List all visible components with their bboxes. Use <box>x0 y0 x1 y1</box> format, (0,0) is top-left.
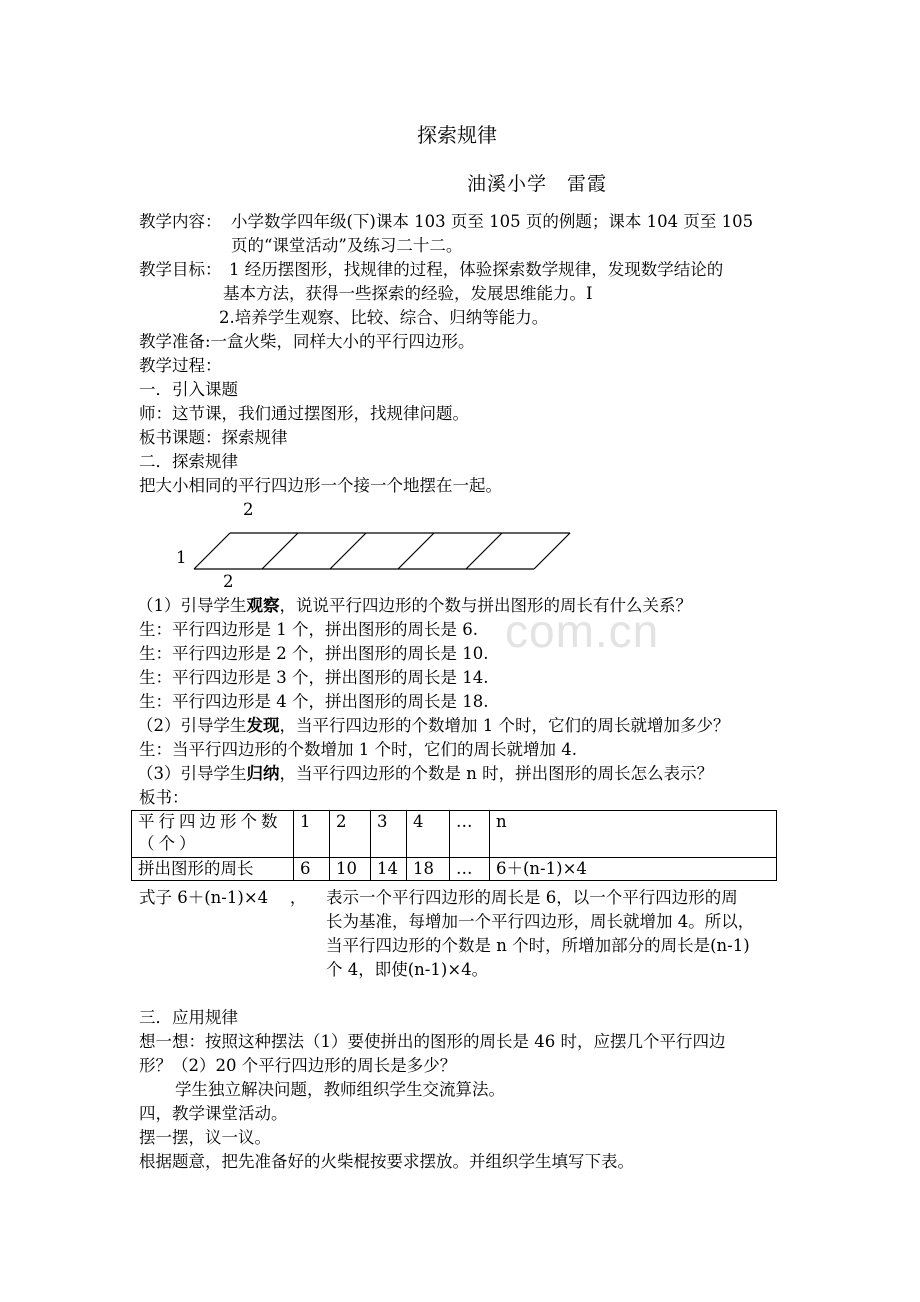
formula-label: 式子 6＋(n-1)×4 ， <box>139 888 307 907</box>
formula-explanation-line: 个 4，即使(n-1)×4。 <box>326 960 489 979</box>
parallelogram-outline <box>194 533 570 569</box>
teaching-goal-line-2: 基本方法，获得一些探索的经验，发展思维能力。I <box>223 284 593 303</box>
teaching-prep: 教学准备:一盒火柴，同样大小的平行四边形。 <box>139 332 475 351</box>
formula-explanation-line: 表示一个平行四边形的周长是 6，以一个平行四边形的周 <box>326 888 738 907</box>
section-4-line: 摆一摆，议一议。 <box>139 1128 271 1147</box>
table-cell: 14 <box>371 858 407 881</box>
question-2 <box>137 715 730 737</box>
teaching-goal-line-3: 2.培养学生观察、比较、综合、归纳等能力。 <box>219 308 549 327</box>
question-3-pre: （3）引导学生 <box>137 764 247 783</box>
formula-explanation-line: 长为基准，每增加一个平行四边形，周长就增加 4。所以， <box>326 912 755 931</box>
watermark: com.cn <box>505 605 660 657</box>
table-row <box>132 811 777 858</box>
section-1-line: 板书课题：探索规律 <box>139 428 288 447</box>
table-cell: 1 <box>294 811 330 858</box>
teaching-content-label: 教学内容： <box>139 212 222 231</box>
teaching-content-line-1: 小学数学四年级(下)课本 103 页至 105 页的例题；课本 104 页至 105 <box>231 212 754 231</box>
question-2-keyword: 发现 <box>246 716 280 735</box>
table-header-cell <box>132 811 294 858</box>
table-cell: 6 <box>294 858 330 881</box>
student-answer: 生：平行四边形是 3 个，拼出图形的周长是 14. <box>139 668 489 687</box>
section-3-line: 想一想：按照这种摆法（1）要使拼出的图形的周长是 46 时，应摆几个平行四边 <box>139 1032 726 1051</box>
table-cell: n <box>490 811 777 858</box>
question-1-post: ，说说平行四边形的个数与拼出图形的周长有什么关系？ <box>279 596 692 615</box>
author-line: 油溪小学 雷霞 <box>467 173 608 195</box>
student-answer: 生：平行四边形是 1 个，拼出图形的周长是 6. <box>139 620 478 639</box>
formula-explanation-line: 当平行四边形的个数是 n 个时，所增加部分的周长是(n-1) <box>326 936 750 955</box>
question-3-keyword: 归纳 <box>246 764 280 783</box>
section-4-line: 根据题意，把先准备好的火柴棍按要求摆放。并组织学生填写下表。 <box>139 1152 634 1171</box>
section-3-line: 学生独立解决问题，教师组织学生交流算法。 <box>175 1080 505 1099</box>
figure-divider <box>534 533 570 569</box>
question-2-post: ，当平行四边形的个数增加 1 个时，它们的周长就增加多少？ <box>279 716 730 735</box>
figure-divider <box>330 533 366 569</box>
table-header-line-2: （个） <box>138 834 200 853</box>
section-3-heading: 三．应用规律 <box>139 1008 238 1027</box>
section-1-line: 师：这节课，我们通过摆图形，找规律问题。 <box>139 404 469 423</box>
page-title: 探索规律 <box>417 123 497 147</box>
section-1-heading: 一．引入课题 <box>139 380 238 399</box>
figure-top-label: 2 <box>243 500 254 519</box>
section-2-intro: 把大小相同的平行四边形一个接一个地摆在一起。 <box>139 476 502 495</box>
question-1 <box>137 595 692 617</box>
section-3-line: 形？（2）20 个平行四边形的周长是多少？ <box>139 1056 457 1075</box>
question-2-pre: （2）引导学生 <box>137 716 247 735</box>
perimeter-table <box>131 810 777 881</box>
question-1-pre: （1）引导学生 <box>137 596 247 615</box>
student-answer: 生：平行四边形是 4 个，拼出图形的周长是 18. <box>139 692 489 711</box>
question-3 <box>137 763 713 785</box>
teaching-content-line-2: 页的“课堂活动”及练习二十二。 <box>231 236 463 255</box>
figure-divider <box>398 533 434 569</box>
section-2-heading: 二．探索规律 <box>139 452 238 471</box>
figure-divider <box>262 533 298 569</box>
section-4-heading: 四，教学课堂活动。 <box>139 1104 288 1123</box>
table-cell: 10 <box>330 858 371 881</box>
figure-left-label: 1 <box>176 548 187 567</box>
table-row-label: 拼出图形的周长 <box>132 858 294 881</box>
parallelogram-figure <box>0 0 920 620</box>
board-label: 板书： <box>139 788 189 807</box>
table-cell: 2 <box>330 811 371 858</box>
teaching-goal-line-1: 1 经历摆图形，找规律的过程，体验探索数学规律，发现数学结论的 <box>229 260 724 279</box>
table-cell: 4 <box>407 811 450 858</box>
student-answer: 生：平行四边形是 2 个，拼出图形的周长是 10. <box>139 644 489 663</box>
question-3-post: ，当平行四边形的个数是 n 时，拼出图形的周长怎么表示？ <box>279 764 714 783</box>
table-cell: … <box>450 811 490 858</box>
teaching-process-label: 教学过程： <box>139 356 222 375</box>
table-cell: … <box>450 858 490 881</box>
teaching-goal-label: 教学目标： <box>139 260 222 279</box>
table-cell: 3 <box>371 811 407 858</box>
table-header-line-1: 平行四边形个数 <box>138 812 282 831</box>
question-1-keyword: 观察 <box>246 596 280 615</box>
table-cell: 18 <box>407 858 450 881</box>
figure-bottom-label: 2 <box>223 572 234 591</box>
table-cell: 6＋(n-1)×4 <box>490 858 777 881</box>
figure-divider <box>466 533 502 569</box>
student-answer-2: 生：当平行四边形的个数增加 1 个时，它们的周长就增加 4. <box>139 740 577 759</box>
table-row <box>132 858 777 881</box>
figure-divider <box>194 533 230 569</box>
